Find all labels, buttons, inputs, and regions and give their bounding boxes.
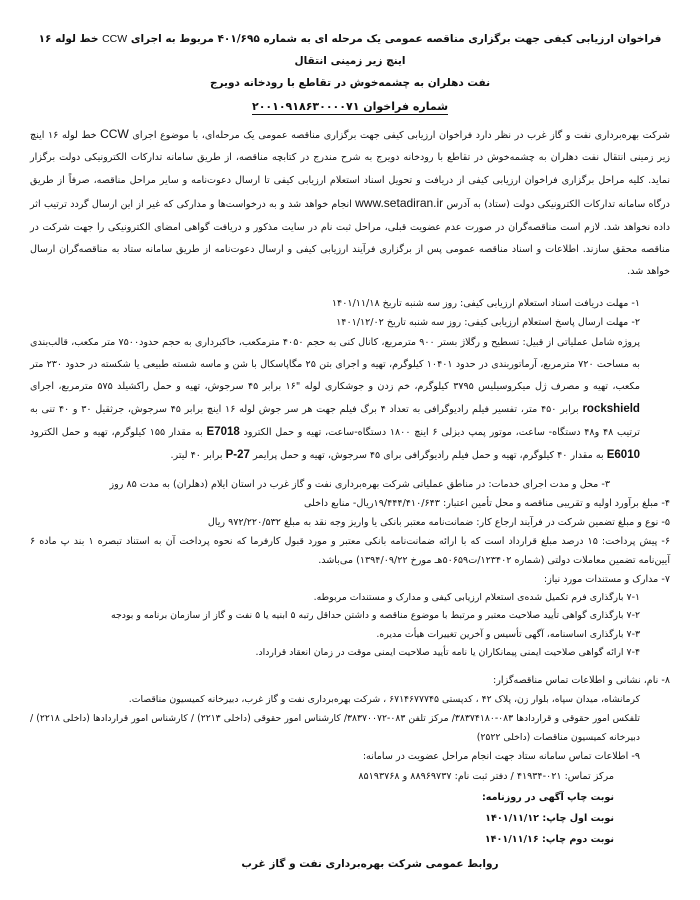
- item-7-3: ۷-۳ بارگذاری اساسنامه، آگهی تأسیس و آخرین تغییرات هیأت مدیره.: [376, 628, 640, 640]
- project-rockshield: rockshield: [582, 402, 640, 415]
- title-line-2: نفت دهلران به چشمه‌خوش در تقاطع با رودخانه دویرج: [209, 77, 491, 89]
- footer-signature: روابط عمومی شرکت بهره‌برداری نفت و گاز غرب: [241, 857, 499, 870]
- item-8-phones: تلفکس امور حقوقی و قراردادها ۰۸۳-۳۸۳۷۴۱۸۰/ مرکز تلفن ۰۸۳-۳۸۳۷۰۰۷۲/ کارشناس امور حقوقی (داخلی ۲۲۱۳) / کارشناس امور قراردادها (داخلی ۲۲۱۸) / دبیرخانه کمیسیون مناقصات (داخلی ۲۵۲۲): [30, 712, 641, 743]
- project-part-5: برابر ۴۰ لیتر.: [170, 449, 223, 461]
- intro-ccw: CCW: [100, 127, 129, 141]
- title-part-2: خط لوله ۱۶ اینچ زیر زمینی انتقال: [38, 33, 406, 67]
- item-5: ۵- نوع و مبلغ تضمین شرکت در فرآیند ارجاع کار: ضمانت‌نامه معتبر بانکی یا واریز وجه نقد به مبلغ ۹۷۲/۲۲۰/۵۳۲ ریال: [207, 516, 670, 528]
- project-part-4: به مقدار ۴۰ کیلوگرم، تهیه و حمل فیلم رادیوگرافی برای ۴۵ سرجوش، تهیه و حمل پرایمر: [252, 449, 604, 461]
- project-part-3: به مقدار ۱۵۵ کیلوگرم، تهیه و حمل الکترود: [30, 426, 203, 438]
- call-number: [30, 100, 670, 113]
- call-number-text: شماره فراخوان ۲۰۰۱۰۹۱۸۶۳۰۰۰۰۷۱: [251, 100, 449, 113]
- intro-part-2: خط لوله ۱۶ اینچ زیر زمینی انتقال نفت دهلران به چشمه‌خوش در تقاطع با رودخانه دویرج به شرح مندرج در کتابچه مناقصه، از طریق سامانه تدارکات الکترونیکی دولت برگزار نماید. کلیه مراحل برگزاری فراخوان ارزیابی کیفی از دریافت و تحویل اسناد استعلام ارزیابی کیفی تا ارسال دعوت‌نامه و سایر مراحل مناقصه، صرفاً از طریق درگاه سامانه تدارکات الکترونیکی دولت (ستاد) به آدرس: [30, 130, 670, 211]
- intro-paragraph: [30, 123, 670, 284]
- item-7-4: ۷-۴ ارائه گواهی صلاحیت ایمنی پیمانکاران یا نامه تأیید صلاحیت ایمنی موقت در زمان انعقاد قرارداد.: [255, 647, 640, 659]
- item-1: ۱- مهلت دریافت اسناد استعلام ارزیابی کیفی: روز سه شنبه تاریخ ۱۴۰۱/۱۱/۱۸: [331, 297, 640, 309]
- item-6: ۶- پیش پرداخت: ۱۵ درصد مبلغ قرارداد است که با ارائه ضمانت‌نامه بانکی معتبر و مورد قبول کارفرما که نحوه پرداخت آن به استناد تبصره ۱ بند پ ماده ۶ آیین‌نامه تضمین معاملات دولتی (شماره ۱۲۳۴۰۲/ت۵۰۶۵۹هـ مورخ ۱۳۹۴/۰۹/۲۲) می‌باشد.: [30, 535, 670, 566]
- print-first: نوبت اول چاپ: ۱۴۰۱/۱۱/۱۲: [485, 812, 614, 824]
- item-7-2: ۷-۲ بارگذاری گواهی تأیید صلاحیت معتبر و مرتبط با موضوع مناقصه و داشتن حداقل رتبه ۵ ابنیه یا ۵ نفت و گاز از سازمان برنامه و بودجه: [110, 610, 640, 622]
- project-p27: P-27: [225, 448, 250, 461]
- item-3: ۳- محل و مدت اجرای خدمات: در مناطق عملیاتی شرکت بهره‌برداری نفت و گاز غرب در استان ایلام (دهلران) به مدت ۸۵ روز: [109, 478, 610, 490]
- item-8-address: کرمانشاه، میدان سپاه، بلوار زن، پلاک ۴۲ ، کدپستی ۶۷۱۴۶۷۷۷۴۵ ، شرکت بهره‌برداری نفت و گاز غرب، دبیرخانه کمیسیون مناقصات.: [128, 693, 640, 705]
- project-e7018: E7018: [206, 425, 240, 438]
- item-9: ۹- اطلاعات تماس سامانه ستاد جهت انجام مراحل عضویت در سامانه:: [362, 750, 640, 762]
- announcement-title: [30, 28, 670, 94]
- website-link[interactable]: www.setadiran.ir: [355, 196, 444, 211]
- item-4: ۴- مبلغ برآورد اولیه و تقریبی مناقصه و محل تأمین اعتبار: ۱۹/۴۴۴/۴۱۰/۶۴۳ریال- منابع داخلی: [304, 497, 670, 509]
- print-heading: نوبت چاپ آگهی در روزنامه:: [481, 791, 614, 803]
- project-part-2: برابر ۴۵۰ متر، تفسیر فیلم رادیوگرافی به تعداد ۴ برگ فیلم جهت هر سر جوش لوله ۱۶ اینچ برابر ۴۵ سرجوش، جرثقیل ۳۰ و ۴۰ تنی به ترتیب ۴۸ و۴۸ دستگاه- ساعت، موتور پمپ دیزلی ۶ اینچ ۱۸۰۰ دستگاه-ساعت، تهیه و حمل الکترود: [30, 403, 640, 438]
- print-second: نوبت دوم چاپ: ۱۴۰۱/۱۱/۱۶: [484, 833, 614, 845]
- item-2: ۲- مهلت ارسال پاسخ استعلام ارزیابی کیفی: روز سه شنبه تاریخ ۱۴۰۱/۱۲/۰۲: [336, 316, 640, 328]
- item-7-1: ۷-۱ بارگذاری فرم تکمیل شده‌ی استعلام ارزیابی کیفی و مدارک و مستندات مربوطه.: [313, 591, 640, 603]
- item-8: ۸- نام، نشانی و اطلاعات تماس مناقصه‌گزار:: [493, 674, 670, 686]
- intro-part-1: شرکت بهره‌برداری نفت و گاز غرب در نظر دارد فراخوان ارزیابی کیفی جهت برگزاری مناقصه عمومی یک مرحله‌ای، با موضوع اجرای: [132, 130, 670, 141]
- item-9-contact: مرکز تماس: ۰۲۱-۴۱۹۳۴ / دفتر ثبت نام: ۸۸۹۶۹۷۳۷ و ۸۵۱۹۳۷۶۸: [358, 770, 614, 782]
- intro-part-3: انجام خواهد شد و به درخواست‌ها و مدارکی که غیر از این ارسال گردد ترتیب اثر داده نخواهد شد. لازم است مناقصه‌گران در صورت عدم عضویت قبلی، مراحل ثبت نام در سایت مذکور و دریافت گواهی امضای الکترونیکی را جهت شرکت در مناقصه محقق سازند. اطلاعات و اسناد مناقصه عمومی پس از برگزاری فرآیند ارزیابی کیفی و ارسال دعوت‌نامه از طریق سامانه ستاد به مناقصه‌گران ارسال خواهد شد.: [30, 199, 670, 278]
- item-7: ۷- مدارک و مستندات مورد نیاز:: [543, 573, 670, 585]
- project-scope: [30, 332, 670, 467]
- title-ccw: CCW: [102, 33, 128, 45]
- project-e6010: E6010: [606, 448, 640, 461]
- title-part-1: فراخوان ارزیابی کیفی جهت برگزاری مناقصه عمومی یک مرحله ای به شماره ۴۰۱/۶۹۵ مربوط به اجرای: [130, 33, 662, 45]
- project-part-1: پروژه شامل عملیاتی از قبیل: تسطیح و رگلاژ بستر ۹۰۰ مترمربع، کانال کنی به حجم ۴۰۵۰ مترمکعب، خاکبرداری به حجم حدود۷۵۰۰ متر مکعب، قالب‌بندی به مساحت ۷۲۰ مترمربع، آرماتوربندی در حدود ۱۰۴۰۱ کیلوگرم، تهیه و اجرای بتن ۲۵ مگاپاسکال با شن و ماسه شسته طبیعی یا شکسته در حدود ۲۳۰ متر مکعب، تهیه و مصرف ژل میکروسیلیس ۳۷۹۵ کیلوگرم، خم زدن و جوشکاری لوله "۱۶ برابر ۴۵ سرجوش، تهیه و حمل راکشیلد ۵۷۵ مترمربع، اجرای: [30, 336, 640, 392]
